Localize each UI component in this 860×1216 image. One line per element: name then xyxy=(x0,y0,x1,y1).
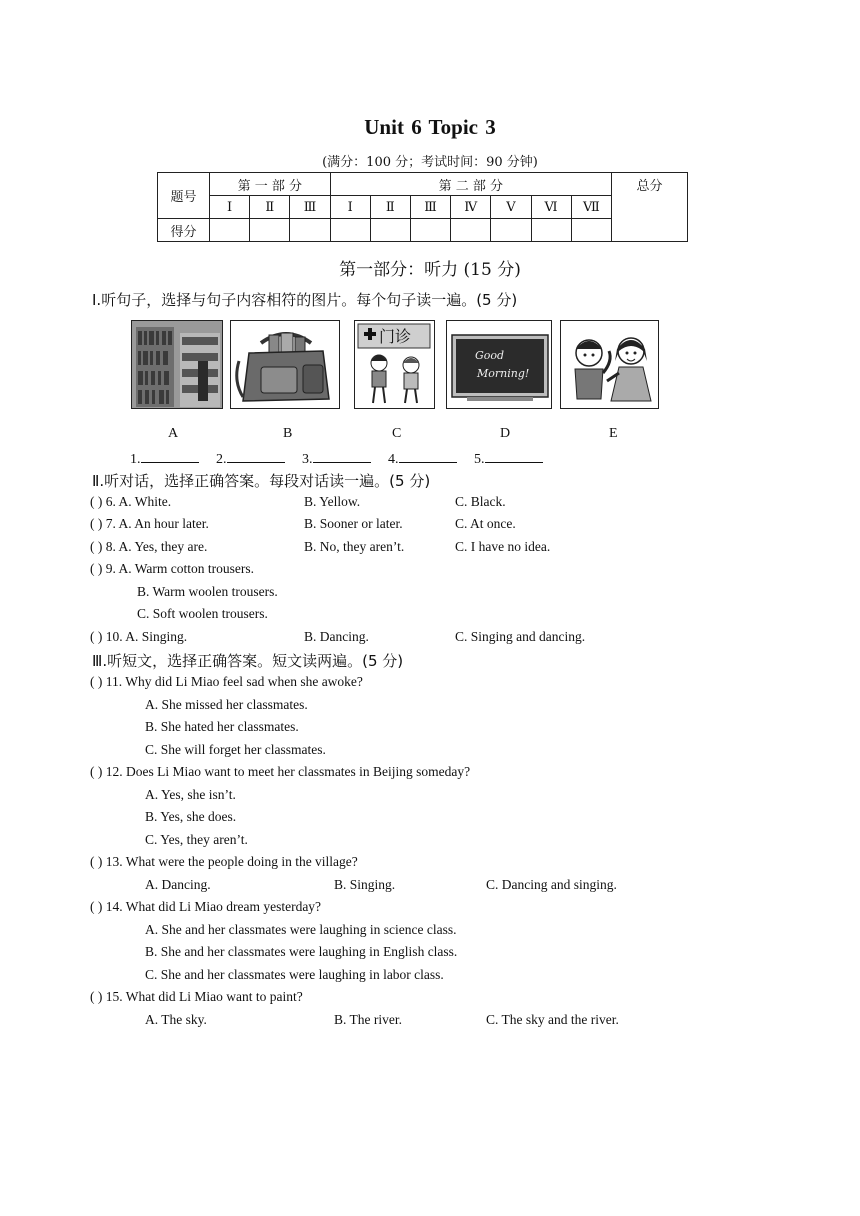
picture-label-d: D xyxy=(500,426,511,441)
question-8: ( ) 8. A. Yes, they are. xyxy=(90,539,208,554)
score-cell[interactable] xyxy=(451,219,491,242)
picture-d-blackboard xyxy=(446,320,552,409)
option-c: C. She will forget her classmates. xyxy=(145,742,326,757)
option-b: B. She hated her classmates. xyxy=(145,719,299,734)
option-c: C. Soft woolen trousers. xyxy=(137,606,268,621)
option-c: C. Black. xyxy=(455,494,506,509)
option-a: A. Yes, she isn’t. xyxy=(145,787,236,802)
option-c: C. Singing and dancing. xyxy=(455,629,586,644)
picture-label-a: A xyxy=(168,426,179,441)
score-col: Ⅴ xyxy=(491,196,531,219)
picture-label-c: C xyxy=(392,426,402,441)
score-cell[interactable] xyxy=(531,219,571,242)
answer-blank-5[interactable] xyxy=(485,450,543,463)
score-cell[interactable] xyxy=(571,219,611,242)
score-col: Ⅱ xyxy=(370,196,410,219)
option-a: A. Dancing. xyxy=(145,877,211,892)
score-table-total: 总分 xyxy=(612,173,688,242)
picture-label-e: E xyxy=(609,426,618,441)
option-a: A. She missed her classmates. xyxy=(145,697,308,712)
option-c: C. Yes, they aren’t. xyxy=(145,832,248,847)
exam-info: (满分：100 分；考试时间：90 分钟) xyxy=(322,155,538,170)
option-b: B. No, they aren’t. xyxy=(304,539,405,554)
score-cell[interactable] xyxy=(370,219,410,242)
answer-blank-2[interactable] xyxy=(227,450,285,463)
score-table-part1: 第 一 部 分 xyxy=(210,173,331,196)
question-10: ( ) 10. A. Singing. xyxy=(90,629,188,644)
board-text-line1: Good xyxy=(475,349,505,362)
score-col: Ⅶ xyxy=(571,196,611,219)
option-c: C. She and her classmates were laughing in labor class. xyxy=(145,967,444,982)
question-14: ( ) 14. What did Li Miao dream yesterday? xyxy=(90,899,322,914)
option-b: B. Yes, she does. xyxy=(145,809,237,824)
picture-c-clinic xyxy=(354,320,435,409)
question-6: ( ) 6. A. White. xyxy=(90,494,172,509)
score-table-label-score: 得分 xyxy=(158,219,210,242)
option-c: C. At once. xyxy=(455,516,516,531)
answer-blank-1[interactable] xyxy=(141,450,199,463)
option-b: B. She and her classmates were laughing in English class. xyxy=(145,944,458,959)
clinic-sign-text: 门诊 xyxy=(379,327,412,346)
option-b: B. Sooner or later. xyxy=(304,516,403,531)
score-cell[interactable] xyxy=(290,219,330,242)
section1-heading: Ⅰ.听句子，选择与句子内容相符的图片。每个句子读一遍。(5 分) xyxy=(92,291,518,309)
blank-label: 2. xyxy=(216,452,227,467)
blank-label: 1. xyxy=(130,452,141,467)
question-15: ( ) 15. What did Li Miao want to paint? xyxy=(90,989,303,1004)
option-c: C. The sky and the river. xyxy=(486,1012,619,1027)
question-7: ( ) 7. A. An hour later. xyxy=(90,516,209,531)
answer-blank-3[interactable] xyxy=(313,450,371,463)
question-12: ( ) 12. Does Li Miao want to meet her classmates in Beijing someday? xyxy=(90,764,471,779)
picture-e-children xyxy=(560,320,659,409)
part1-heading: 第一部分：听力 (15 分) xyxy=(339,260,521,280)
score-table xyxy=(157,172,688,242)
option-a: A. She and her classmates were laughing in science class. xyxy=(145,922,457,937)
option-b: B. Singing. xyxy=(334,877,396,892)
score-col: Ⅱ xyxy=(250,196,290,219)
answer-blanks-row xyxy=(130,450,543,468)
score-cell[interactable] xyxy=(491,219,531,242)
section3-heading: Ⅲ.听短文，选择正确答案。短文读两遍。(5 分) xyxy=(92,652,404,670)
answer-blank-4[interactable] xyxy=(399,450,457,463)
score-col: Ⅵ xyxy=(531,196,571,219)
question-11: ( ) 11. Why did Li Miao feel sad when she awoke? xyxy=(90,674,363,689)
score-col: Ⅳ xyxy=(451,196,491,219)
score-col: Ⅰ xyxy=(210,196,250,219)
picture-label-b: B xyxy=(283,426,293,441)
blank-label: 3. xyxy=(302,452,313,467)
option-c: C. I have no idea. xyxy=(455,539,551,554)
option-b: B. The river. xyxy=(334,1012,402,1027)
score-table-part2: 第 二 部 分 xyxy=(330,173,611,196)
section2-heading: Ⅱ.听对话，选择正确答案。每段对话读一遍。(5 分) xyxy=(92,472,431,490)
score-col: Ⅰ xyxy=(330,196,370,219)
score-col: Ⅲ xyxy=(410,196,450,219)
blank-label: 5. xyxy=(474,452,485,467)
score-cell[interactable] xyxy=(210,219,250,242)
option-b: B. Yellow. xyxy=(304,494,361,509)
page-title: Unit 6 Topic 3 xyxy=(364,115,496,139)
option-b: B. Dancing. xyxy=(304,629,369,644)
score-col: Ⅲ xyxy=(290,196,330,219)
picture-b-schoolbag xyxy=(230,320,340,409)
score-table-label-number: 题号 xyxy=(158,173,210,219)
score-cell[interactable] xyxy=(410,219,450,242)
question-9: ( ) 9. A. Warm cotton trousers. xyxy=(90,561,255,576)
board-text-line2: Morning! xyxy=(477,367,530,380)
option-a: A. The sky. xyxy=(145,1012,207,1027)
score-cell[interactable] xyxy=(330,219,370,242)
blank-label: 4. xyxy=(388,452,399,467)
option-b: B. Warm woolen trousers. xyxy=(137,584,278,599)
score-cell[interactable] xyxy=(250,219,290,242)
option-c: C. Dancing and singing. xyxy=(486,877,617,892)
question-13: ( ) 13. What were the people doing in the village? xyxy=(90,854,358,869)
picture-a-library xyxy=(131,320,223,409)
